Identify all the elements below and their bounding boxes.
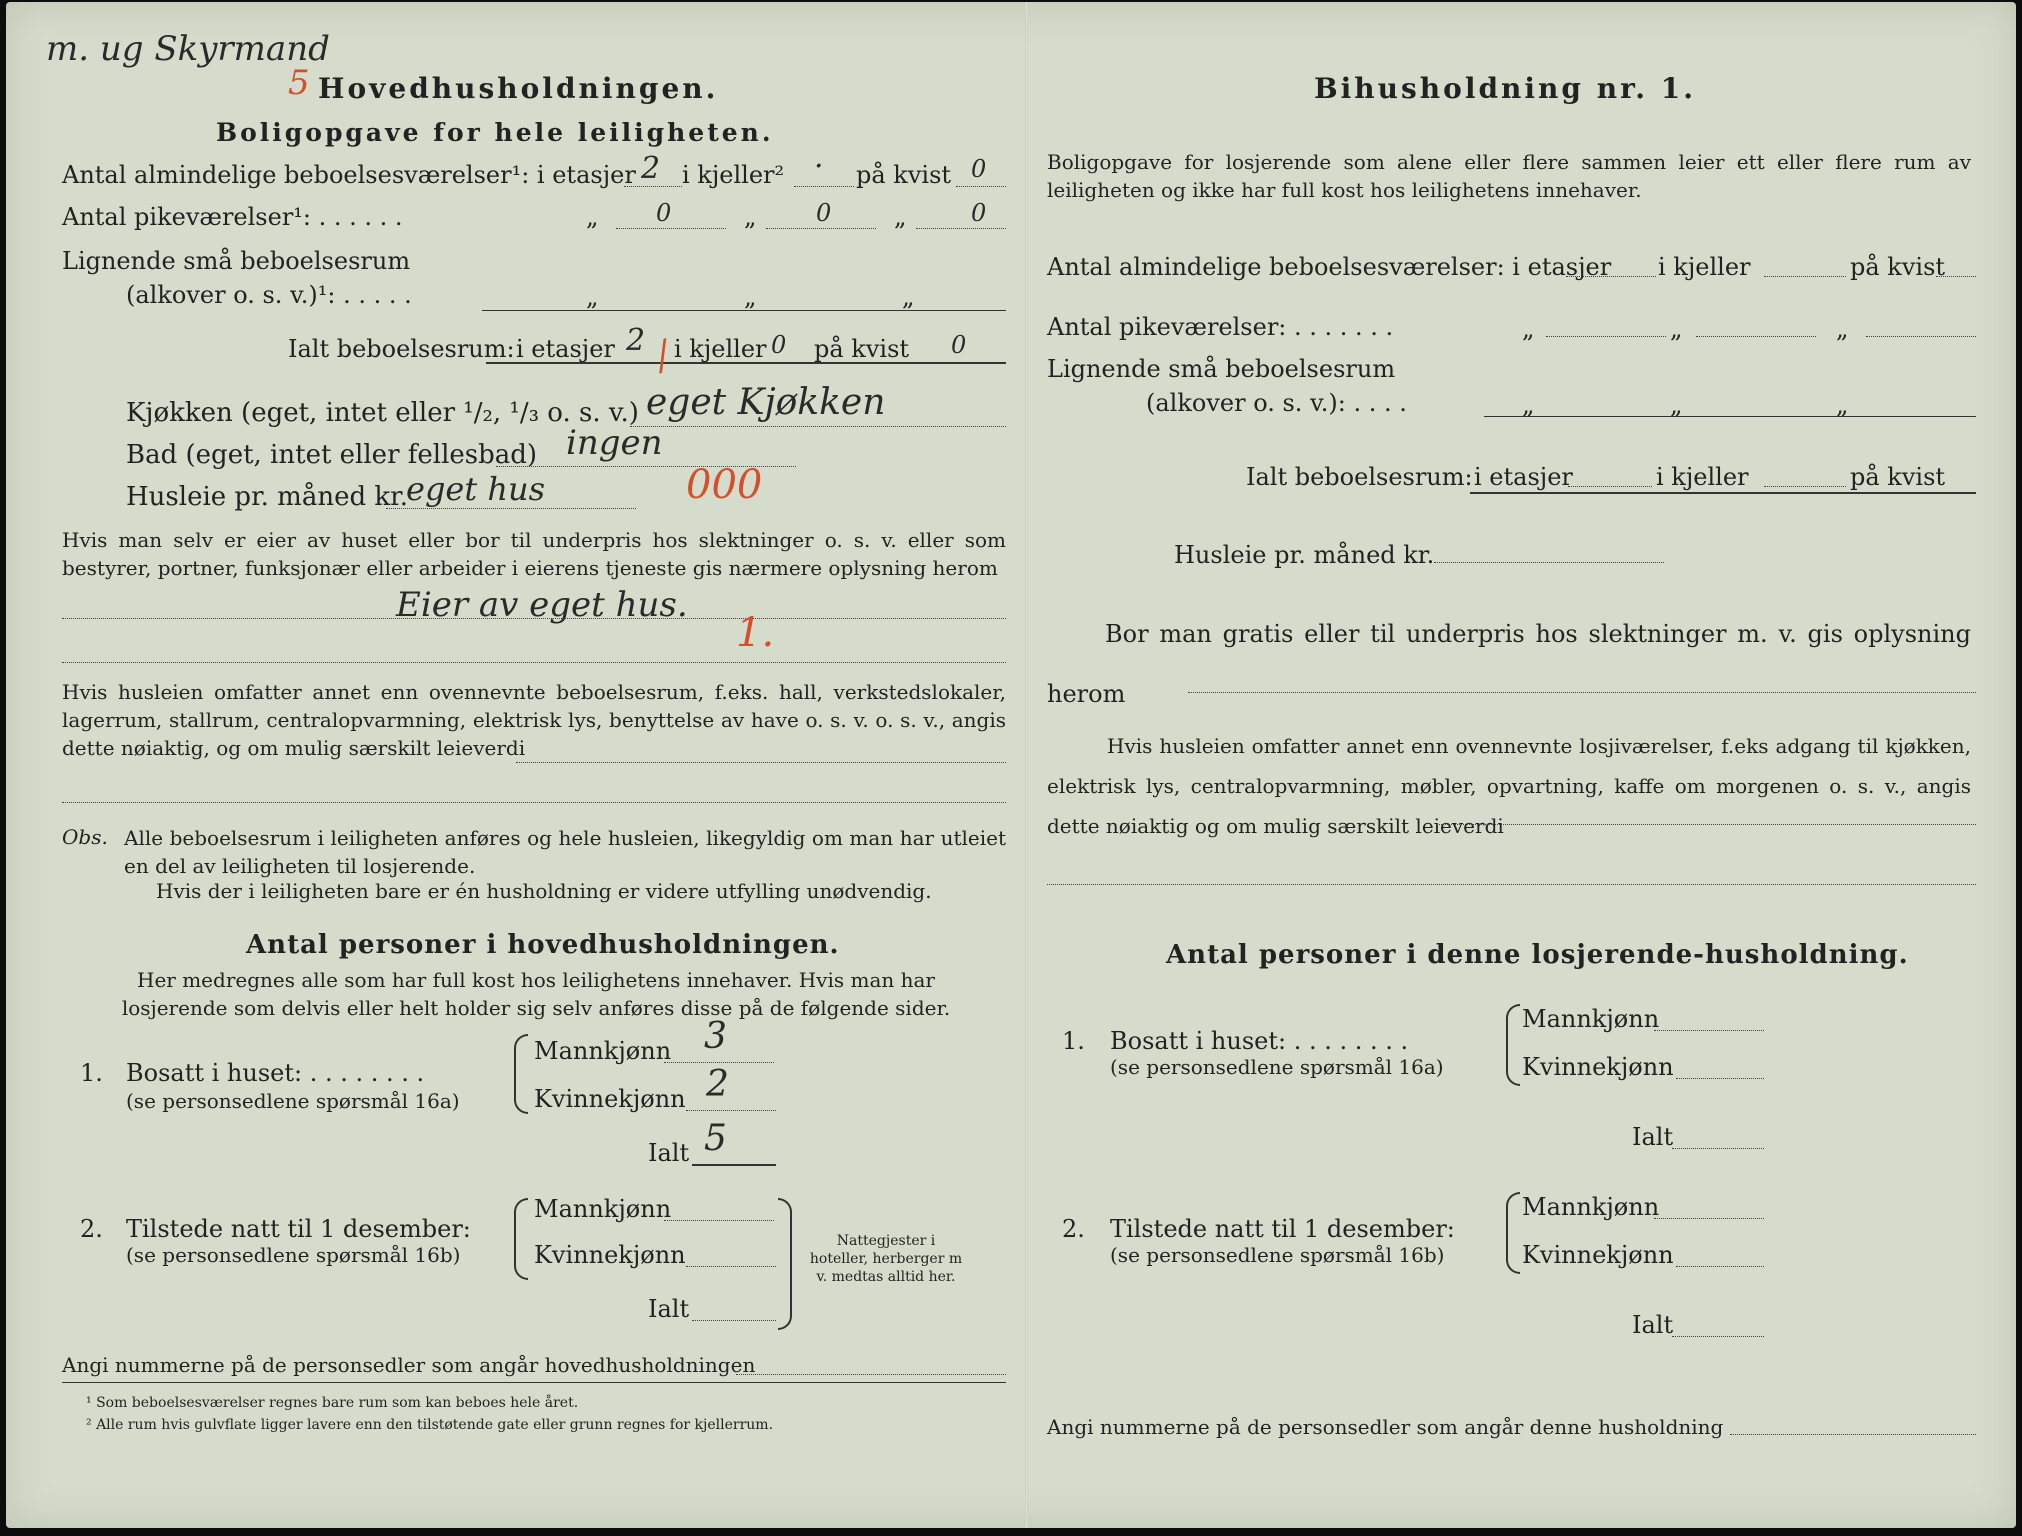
right-kvist-label: på kvist (1850, 253, 1946, 281)
kvist-value[interactable]: 0 (971, 155, 987, 183)
pike-kjeller-value[interactable]: 0 (816, 199, 832, 227)
q2-ialt-line (692, 1320, 776, 1321)
q1-mann-value[interactable]: 3 (704, 1016, 727, 1057)
quote-mark: „ (586, 283, 599, 311)
kjokken-value[interactable]: eget Kjøkken (646, 382, 886, 423)
husleie-red-value: 000 (686, 462, 763, 508)
right-q1-sublabel: (se personsedlene spørsmål 16a) (1110, 1055, 1444, 1079)
handwritten-occupation: m. ug Skyrmand (46, 29, 330, 69)
q1-sublabel: (se personsedlene spørsmål 16a) (126, 1089, 460, 1113)
right-q1-kvinne: Kvinnekjønn (1522, 1053, 1674, 1081)
right-q2-ialt-line (1672, 1336, 1764, 1337)
right-lignende-label: Lignende små beboelsesrum (1047, 355, 1396, 383)
red-check-mark: / (648, 332, 676, 378)
omfatter-line-2 (62, 802, 1006, 803)
right-omfatter-text: Hvis husleien omfatter annet enn ovennevnte losjiværelser, f.eks adgang til kjøkken, elektrisk lys, centralopvarmning, møbler, opvartning, kaffe om morgenen o. s. v., angis dette nøiaktig og om mulig særskilt leieverdi (1047, 734, 1971, 838)
right-kjeller-line (1764, 276, 1846, 277)
main-household-page (46, 2, 1006, 1528)
right-q2-number: 2. (1062, 1215, 1085, 1243)
q1-brace (514, 1034, 528, 1114)
right-etasjer-line (1566, 276, 1656, 277)
red-one-mark: 1. (736, 610, 775, 656)
right-rooms-label: Antal almindelige beboelsesværelser: i etasjer (1047, 253, 1612, 281)
right-pike-label: Antal pikeværelser: . . . . . . . (1047, 313, 1394, 341)
kjeller-field-line (794, 186, 854, 187)
eier-line-1 (62, 618, 1006, 619)
persons-title: Antal personer i hovedhusholdningen. (246, 930, 840, 960)
q2-kvinne-label: Kvinnekjønn (534, 1241, 686, 1269)
footnote-1: ¹ Som beboelsesværelser regnes bare rum som kan beboes hele året. (86, 1395, 579, 1411)
right-title: Bihusholdning nr. 1. (1314, 72, 1696, 105)
etasjer-field-line (624, 186, 682, 187)
pike-kvist-value[interactable]: 0 (971, 199, 987, 227)
q1-ialt-value[interactable]: 5 (704, 1118, 727, 1159)
q2-right-brace (778, 1198, 792, 1330)
page-subtitle: Boligopgave for hele leiligheten. (216, 118, 774, 147)
ialt-underline (486, 362, 1006, 364)
quote-mark: „ (1522, 391, 1535, 419)
pike-etasjer-value[interactable]: 0 (656, 199, 672, 227)
persons-instruction: Her medregnes alle som har full kost hos leilighetens innehaver. Hvis man har losjerende som delvis eller helt holder sig selv anføres disse på de følgende sider. (121, 968, 951, 1020)
husleie-line (386, 508, 636, 509)
q1-label: Bosatt i huset: . . . . . . . . (126, 1059, 425, 1087)
q1-kvinne-value[interactable]: 2 (706, 1064, 729, 1105)
quote-mark: „ (586, 203, 599, 231)
right-bor-line (1188, 692, 1976, 693)
kjokken-label: Kjøkken (eget, intet eller ¹/₂, ¹/₃ o. s. v.) (126, 398, 639, 428)
husleie-label: Husleie pr. måned kr. (126, 482, 408, 512)
q1-mann-label: Mannkjønn (534, 1037, 672, 1065)
right-ialt-kjeller: i kjeller (1656, 463, 1749, 491)
right-intro: Boligopgave for losjerende som alene eller flere sammen leier ett eller flere rum av leiligheten og ikke har full kost hos leilighetens innehaver. (1047, 150, 1971, 202)
right-q2-kvinne-line (1676, 1266, 1764, 1267)
q1-kvinne-line (686, 1110, 776, 1111)
right-pike-line-3 (1866, 336, 1976, 337)
pike-kvist-line (916, 228, 1006, 229)
quote-mark: „ (1670, 391, 1683, 419)
right-angi-line (1730, 1434, 1976, 1435)
right-angi-text: Angi nummerne på de personsedler som angår denne husholdning (1047, 1415, 1724, 1439)
quote-mark: „ (744, 203, 757, 231)
right-q1-number: 1. (1062, 1027, 1085, 1055)
nattegjester-note: Nattegjester i hoteller, herberger m v. medtas alltid her. (809, 1233, 963, 1285)
q2-mann-label: Mannkjønn (534, 1195, 672, 1223)
eier-value[interactable]: Eier av eget hus. (396, 585, 688, 625)
right-ialt-label: Ialt beboelsesrum: (1246, 463, 1473, 491)
etasjer-value[interactable]: 2 (641, 151, 661, 186)
right-kjeller-label: i kjeller (1658, 253, 1751, 281)
quote-mark: „ (1836, 391, 1849, 419)
bad-value[interactable]: ingen (566, 423, 663, 463)
right-pike-line-1 (1546, 336, 1666, 337)
angi-text: Angi nummerne på de personsedler som angår hovedhusholdningen (62, 1353, 756, 1377)
eier-line-2 (62, 662, 1006, 663)
quote-mark: „ (902, 283, 915, 311)
right-bor-text: Bor man gratis eller til underpris hos slektninger m. v. gis oplysning herom (1047, 620, 1971, 708)
right-q1-label: Bosatt i huset: . . . . . . . . (1110, 1027, 1409, 1055)
right-q2-brace (1506, 1192, 1520, 1274)
kjokken-line (630, 426, 1006, 427)
right-persons-title: Antal personer i denne losjerende-husholdning. (1166, 940, 1909, 970)
right-q1-mann-line (1654, 1030, 1764, 1031)
right-q2-sublabel: (se personsedlene spørsmål 16b) (1110, 1243, 1445, 1267)
page-title: Hovedhusholdningen. (318, 72, 719, 105)
quote-mark: „ (894, 203, 907, 231)
right-q2-kvinne: Kvinnekjønn (1522, 1241, 1674, 1269)
kjeller-value[interactable]: · (814, 149, 824, 184)
right-ialt-etasjer-line (1568, 486, 1652, 487)
obs-text: Alle beboelsesrum i leiligheten anføres og hele husleien, likegyldig om man har utleiet en del av leiligheten til losjerende. (124, 826, 1006, 878)
omfatter-instruction: Hvis husleien omfatter annet enn ovennevnte beboelsesrum, f.eks. hall, verkstedslokaler, lagerrum, stallrum, centralopvarmning, elektrisk lys, benyttelse av have o. s. v. o. s. v., angis dette nøiaktig, og om mulig særskilt leieverdi (62, 680, 1006, 760)
right-pike-line-2 (1696, 336, 1816, 337)
right-ialt-kvist: på kvist (1850, 463, 1946, 491)
right-ialt-underline (1470, 492, 1976, 494)
right-q1-ialt: Ialt (1632, 1123, 1674, 1151)
q1-mann-line (664, 1062, 774, 1063)
right-q2-ialt: Ialt (1632, 1311, 1674, 1339)
obs-label: Obs. (62, 825, 108, 849)
right-q2-label: Tilstede natt til 1 desember: (1110, 1215, 1455, 1243)
q1-ialt-label: Ialt (648, 1139, 690, 1167)
right-q1-ialt-line (1672, 1148, 1764, 1149)
census-form-sheet (6, 2, 2016, 1528)
right-q1-mann: Mannkjønn (1522, 1005, 1660, 1033)
q1-ialt-line (692, 1164, 776, 1166)
rooms-label: Antal almindelige beboelsesværelser¹: i etasjer (62, 161, 636, 189)
pike-label: Antal pikeværelser¹: . . . . . . (62, 203, 403, 231)
q1-number: 1. (80, 1059, 103, 1087)
red-household-number: 5 (288, 63, 310, 103)
ialt-etasjer-value[interactable]: 2 (626, 323, 646, 358)
right-omfatter-line-1 (1436, 824, 1976, 825)
right-q1-brace (1506, 1004, 1520, 1086)
ialt-rooms-label: Ialt beboelsesrum: (288, 335, 515, 363)
q2-mann-line (664, 1220, 774, 1221)
right-husleie-line (1434, 562, 1664, 563)
ialt-kjeller-value[interactable]: 0 (771, 331, 787, 359)
page-fold (1025, 2, 1028, 1528)
q2-brace (514, 1198, 528, 1280)
lodger-household-page (1046, 2, 1976, 1528)
right-q2-mann-line (1654, 1218, 1764, 1219)
ialt-kvist-value[interactable]: 0 (951, 331, 967, 359)
footnote-2: ² Alle rum hvis gulvflate ligger lavere enn den tilstøtende gate eller grunn regnes for kjellerrum. (86, 1417, 774, 1433)
kvist-label: på kvist (856, 161, 952, 189)
footnote-divider (62, 1382, 1006, 1383)
eier-instruction: Hvis man selv er eier av huset eller bor til underpris hos slektninger o. s. v. eller som bestyrer, portner, funksjonær eller arbeider i eierens tjeneste gis nærmere oplysning herom (62, 528, 1006, 580)
right-ialt-etasjer: i etasjer (1474, 463, 1573, 491)
q2-sublabel: (se personsedlene spørsmål 16b) (126, 1243, 461, 1267)
bad-label: Bad (eget, intet eller fellesbad) (126, 440, 538, 470)
quote-mark: „ (744, 283, 757, 311)
quote-mark: „ (1670, 315, 1683, 343)
husleie-value[interactable]: eget hus (406, 470, 546, 508)
ialt-kjeller-label: i kjeller (674, 335, 767, 363)
ialt-etasjer-label: i etasjer (516, 335, 615, 363)
q2-kvinne-line (686, 1266, 776, 1267)
right-ialt-kjeller-line (1764, 486, 1846, 487)
q2-ialt-label: Ialt (648, 1295, 690, 1323)
kjeller-label: i kjeller² (682, 161, 785, 189)
quote-mark: „ (1836, 315, 1849, 343)
right-kvist-line (1936, 276, 1976, 277)
right-q2-mann: Mannkjønn (1522, 1193, 1660, 1221)
right-husleie-label: Husleie pr. måned kr. (1174, 541, 1435, 569)
right-omfatter-line-2 (1047, 884, 1976, 885)
quote-mark: „ (1522, 315, 1535, 343)
right-q1-kvinne-line (1676, 1078, 1764, 1079)
alkover-label: (alkover o. s. v.)¹: . . . . . (126, 281, 412, 309)
obs-text-2: Hvis der i leiligheten bare er én husholdning er videre utfylling unødvendig. (156, 879, 932, 903)
q2-label: Tilstede natt til 1 desember: (126, 1215, 471, 1243)
ialt-kvist-label: på kvist (814, 335, 910, 363)
q2-number: 2. (80, 1215, 103, 1243)
angi-line (736, 1374, 1006, 1375)
right-alkover-label: (alkover o. s. v.): . . . . (1146, 389, 1407, 417)
omfatter-line-1 (516, 762, 1006, 763)
kvist-field-line (956, 186, 1006, 187)
lignende-label: Lignende små beboelsesrum (62, 247, 411, 275)
q1-kvinne-label: Kvinnekjønn (534, 1085, 686, 1113)
right-lignende-line (1484, 416, 1976, 417)
